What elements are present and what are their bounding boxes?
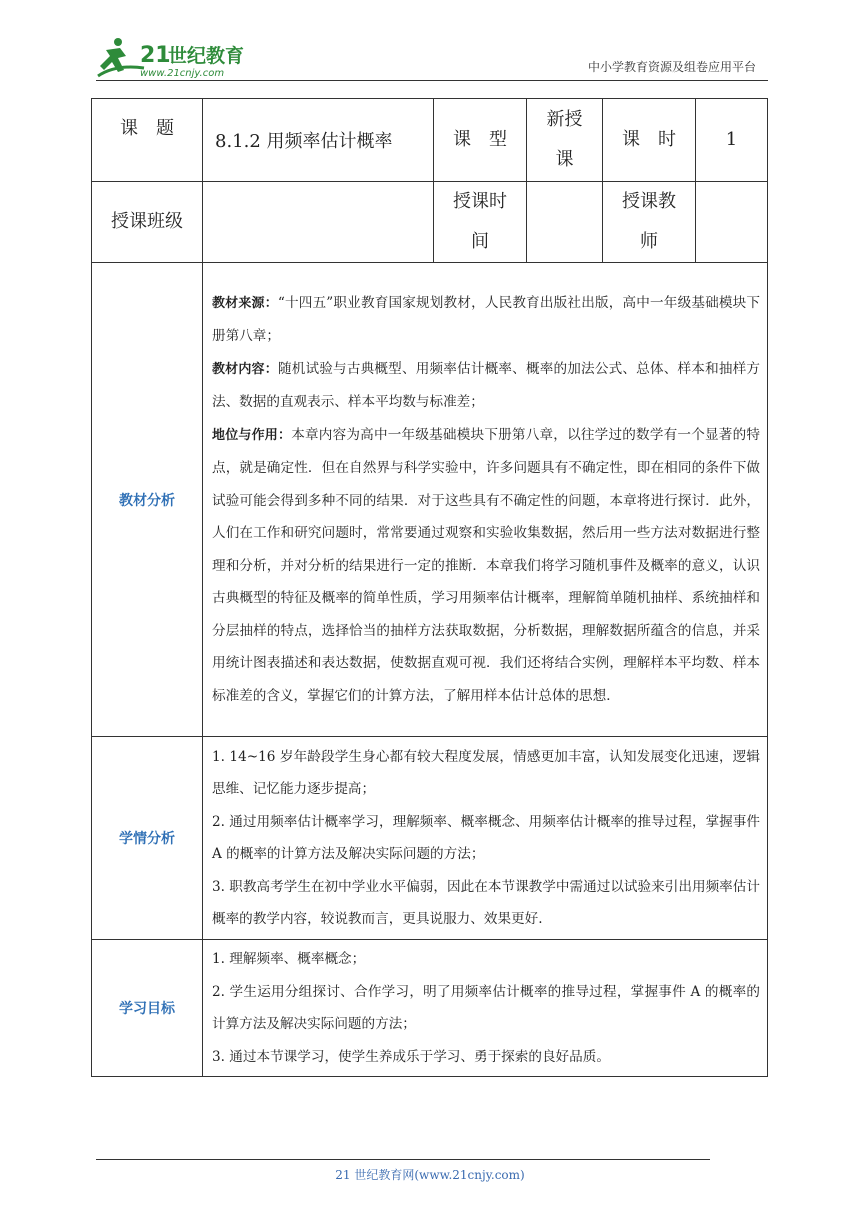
type-value: 新授课 [527,99,603,182]
teacher-value [696,182,768,263]
platform-name: 中小学教育资源及组卷应用平台 [587,60,756,74]
material-source-text: “十四五”职业教育国家规划教材，人民教育出版社出版，高中一年级基础模块下册第八章； [212,294,760,345]
learning-objectives-body [203,940,768,1077]
time-label: 授课时间 [434,182,527,263]
material-role-heading: 地位与作用： [212,427,292,443]
topic-value: 8.1.2 用频率估计概率 [203,99,434,182]
lesson-plan-table [91,98,768,1077]
hours-value: 1 [696,99,768,182]
list-item: 1. 14~16 岁年龄段学生身心都有较大程度发展，情感更加丰富，认知发展变化迅速，逻辑思维、记忆能力逐步提高； [212,748,760,797]
svg-text:21: 21 [140,43,171,68]
table-row [92,737,768,940]
footer-divider [96,1159,710,1160]
svg-text:www.21cnjy.com: www.21cnjy.com [140,68,225,79]
header-divider [96,80,768,81]
table-row [92,263,768,737]
table-row [92,182,768,263]
material-role-text: 本章内容为高中一年级基础模块下册第八章，以往学过的数学有一个显著的特点，就是确定性．但在自然界与科学实验中，许多问题具有不确定性，即在相同的条件下做试验可能会得到多种不同的结果．对于这些具有不确定性的问题，本章将进行探讨．此外，人们在工作和研究问题时，常常要通过观察和实验收集数据，然后用一些方法对数据进行整理和分析，并对分析的结果进行一定的推断．本章我们将学习随机事件及概率的意义，认识古典概型的特征及概率的简单性质，学习用频率估计概率，理解简单随机抽样、系统抽样和分层抽样的特点，选择恰当的抽样方法获取数据，分析数据，理解数据所蕴含的信息，并采用统计图表描述和表达数据，使数据直观可视．我们还将结合实例，理解样本平均数、样本标准差的含义，掌握它们的计算方法，了解用样本估计总体的思想． [212,426,760,704]
material-analysis-body [203,263,768,737]
material-content [212,353,760,419]
hours-label: 课 时 [603,99,696,182]
footer-link[interactable]: 21 世纪教育网(www.21cnjy.com) [335,1168,525,1182]
table-row [92,940,768,1077]
learning-objectives-label: 学习目标 [92,940,203,1077]
material-content-text: 随机试验与古典概型、用频率估计概率、概率的加法公式、总体、样本和抽样方法、数据的直观表示、样本平均数与标准差； [212,360,760,411]
topic-label: 课 题 [92,99,203,182]
site-logo [96,36,266,80]
page-header [0,0,860,84]
material-source [212,287,760,353]
time-value [527,182,603,263]
class-value [203,182,434,263]
svg-text:世纪教育: 世纪教育 [168,45,245,67]
list-item: 2. 通过用频率估计概率学习，理解频率、概率概念、用频率估计概率的推导过程，掌握事件 A 的概率的计算方法及解决实际问题的方法； [212,813,760,862]
material-content-heading: 教材内容： [212,361,278,377]
learner-analysis-body [203,737,768,940]
list-item: 2. 学生运用分组探讨、合作学习，明了用频率估计概率的推导过程，掌握事件 A 的概率的计算方法及解决实际问题的方法； [212,983,760,1032]
material-source-heading: 教材来源： [212,295,278,311]
list-item: 3. 职教高考学生在初中学业水平偏弱，因此在本节课教学中需通过以试验来引出用频率估计概率的教学内容，较说教而言，更具说服力、效果更好. [212,878,760,927]
learner-analysis-label: 学情分析 [92,737,203,940]
list-item: 1. 理解频率、概率概念； [212,951,366,967]
type-label: 课 型 [434,99,527,182]
table-row [92,99,768,182]
material-role [212,419,760,713]
class-label: 授课班级 [92,182,203,263]
material-analysis-label: 教材分析 [92,263,203,737]
teacher-label: 授课教师 [603,182,696,263]
list-item: 3. 通过本节课学习，使学生养成乐于学习、勇于探索的良好品质。 [212,1048,610,1065]
